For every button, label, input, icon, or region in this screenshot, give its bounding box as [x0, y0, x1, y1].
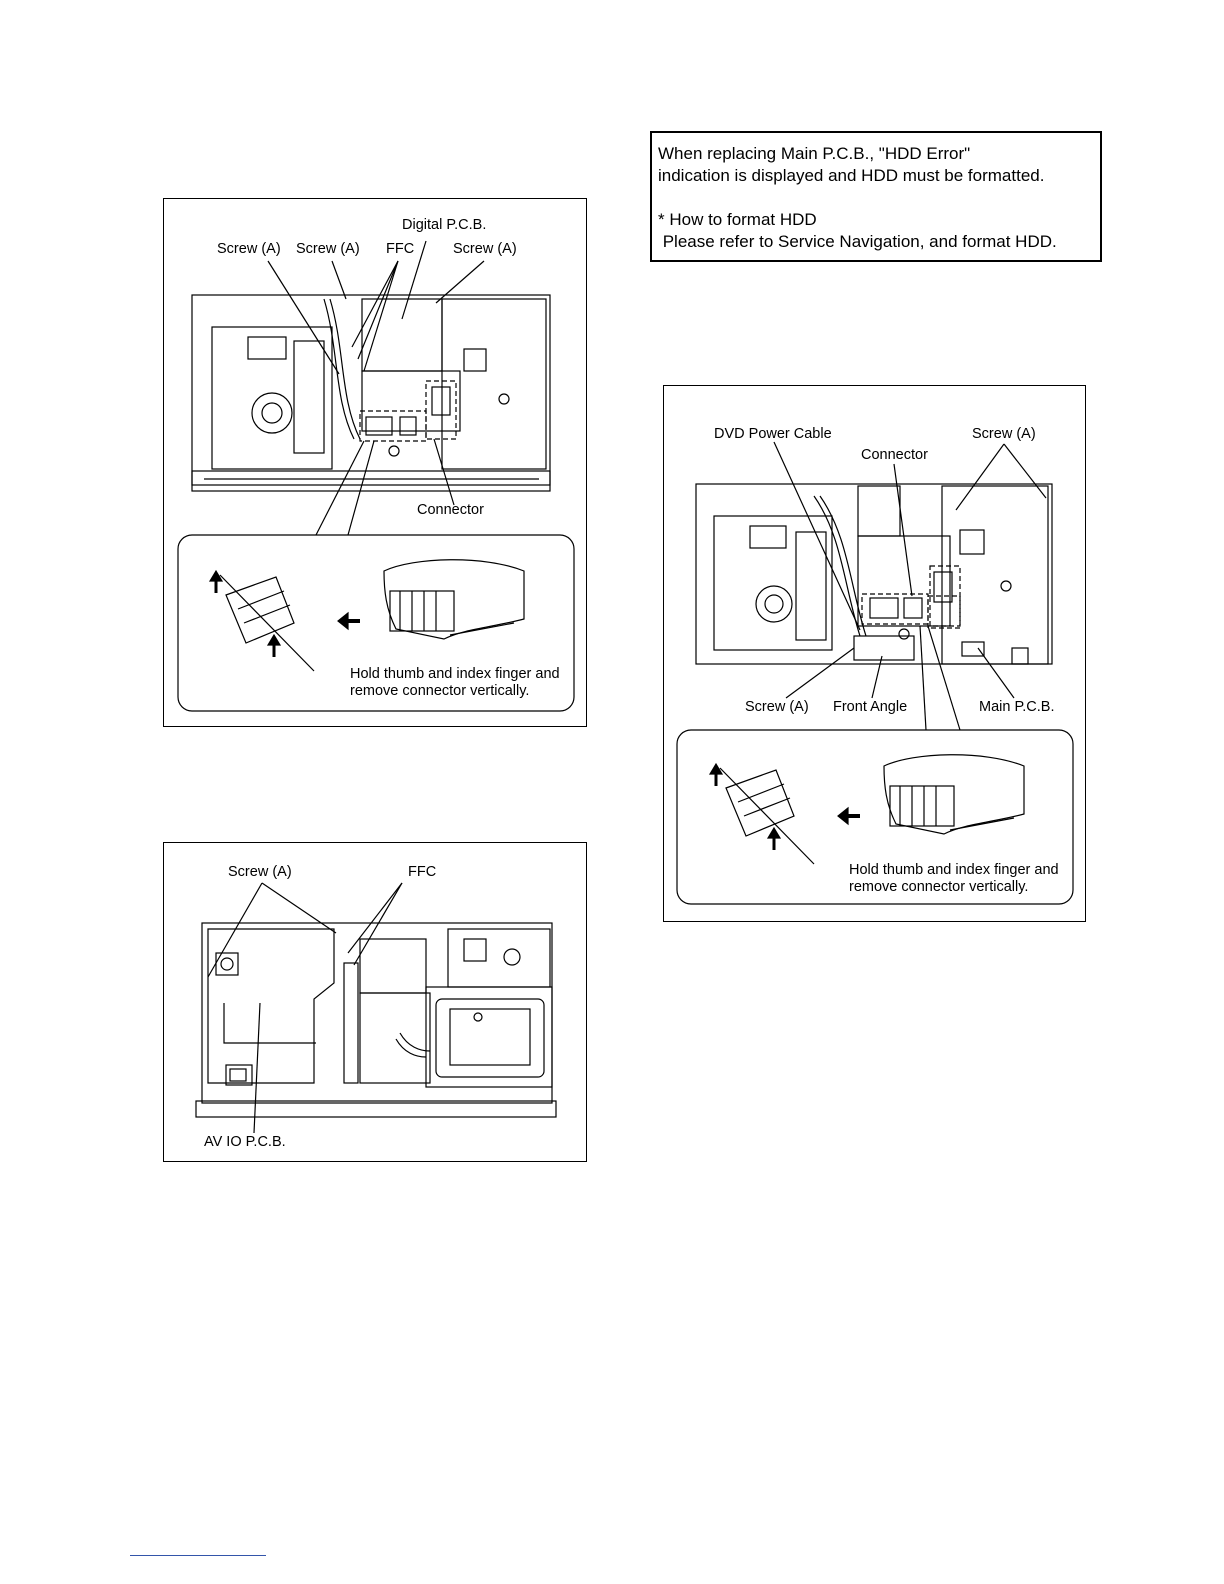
label-main-pcb: Main P.C.B. — [979, 699, 1055, 715]
figure-digital-pcb — [163, 198, 587, 727]
label-hold-line-2: remove connector vertically. — [350, 683, 530, 699]
label-dvd-power-cable: DVD Power Cable — [714, 426, 832, 442]
figure-1-drawing — [164, 199, 588, 728]
note-line-1: When replacing Main P.C.B., "HDD Error" — [658, 144, 971, 163]
label-screw-a-top: Screw (A) — [972, 426, 1036, 442]
label-screw-a-3: Screw (A) — [453, 241, 517, 257]
label-screw-a-1: Screw (A) — [217, 241, 281, 257]
figure-main-pcb — [663, 385, 1086, 922]
label-ffc: FFC — [386, 241, 415, 257]
label-hold-line-2: remove connector vertically. — [849, 879, 1029, 895]
label-screw-a: Screw (A) — [228, 864, 292, 880]
figure-3-drawing — [664, 386, 1087, 923]
label-connector: Connector — [417, 502, 484, 518]
label-hold-line-1: Hold thumb and index finger and — [350, 666, 560, 682]
label-ffc: FFC — [408, 864, 437, 880]
label-connector: Connector — [861, 447, 928, 463]
label-screw-a-bottom: Screw (A) — [745, 699, 809, 715]
label-screw-a-2: Screw (A) — [296, 241, 360, 257]
note-line-4: Please refer to Service Navigation, and format HDD. — [658, 232, 1057, 251]
figure-av-io-pcb — [163, 842, 587, 1162]
label-hold-line-1: Hold thumb and index finger and — [849, 862, 1059, 878]
hdd-error-note — [650, 131, 1102, 262]
footer-rule — [130, 1555, 266, 1556]
note-line-3: * How to format HDD — [658, 210, 817, 229]
note-spacer — [658, 187, 1100, 209]
note-line-2: indication is displayed and HDD must be formatted. — [658, 166, 1045, 185]
figure-2-drawing — [164, 843, 588, 1163]
label-digital-pcb: Digital P.C.B. — [402, 217, 487, 233]
label-av-io-pcb: AV IO P.C.B. — [204, 1134, 286, 1150]
label-front-angle: Front Angle — [833, 699, 908, 715]
